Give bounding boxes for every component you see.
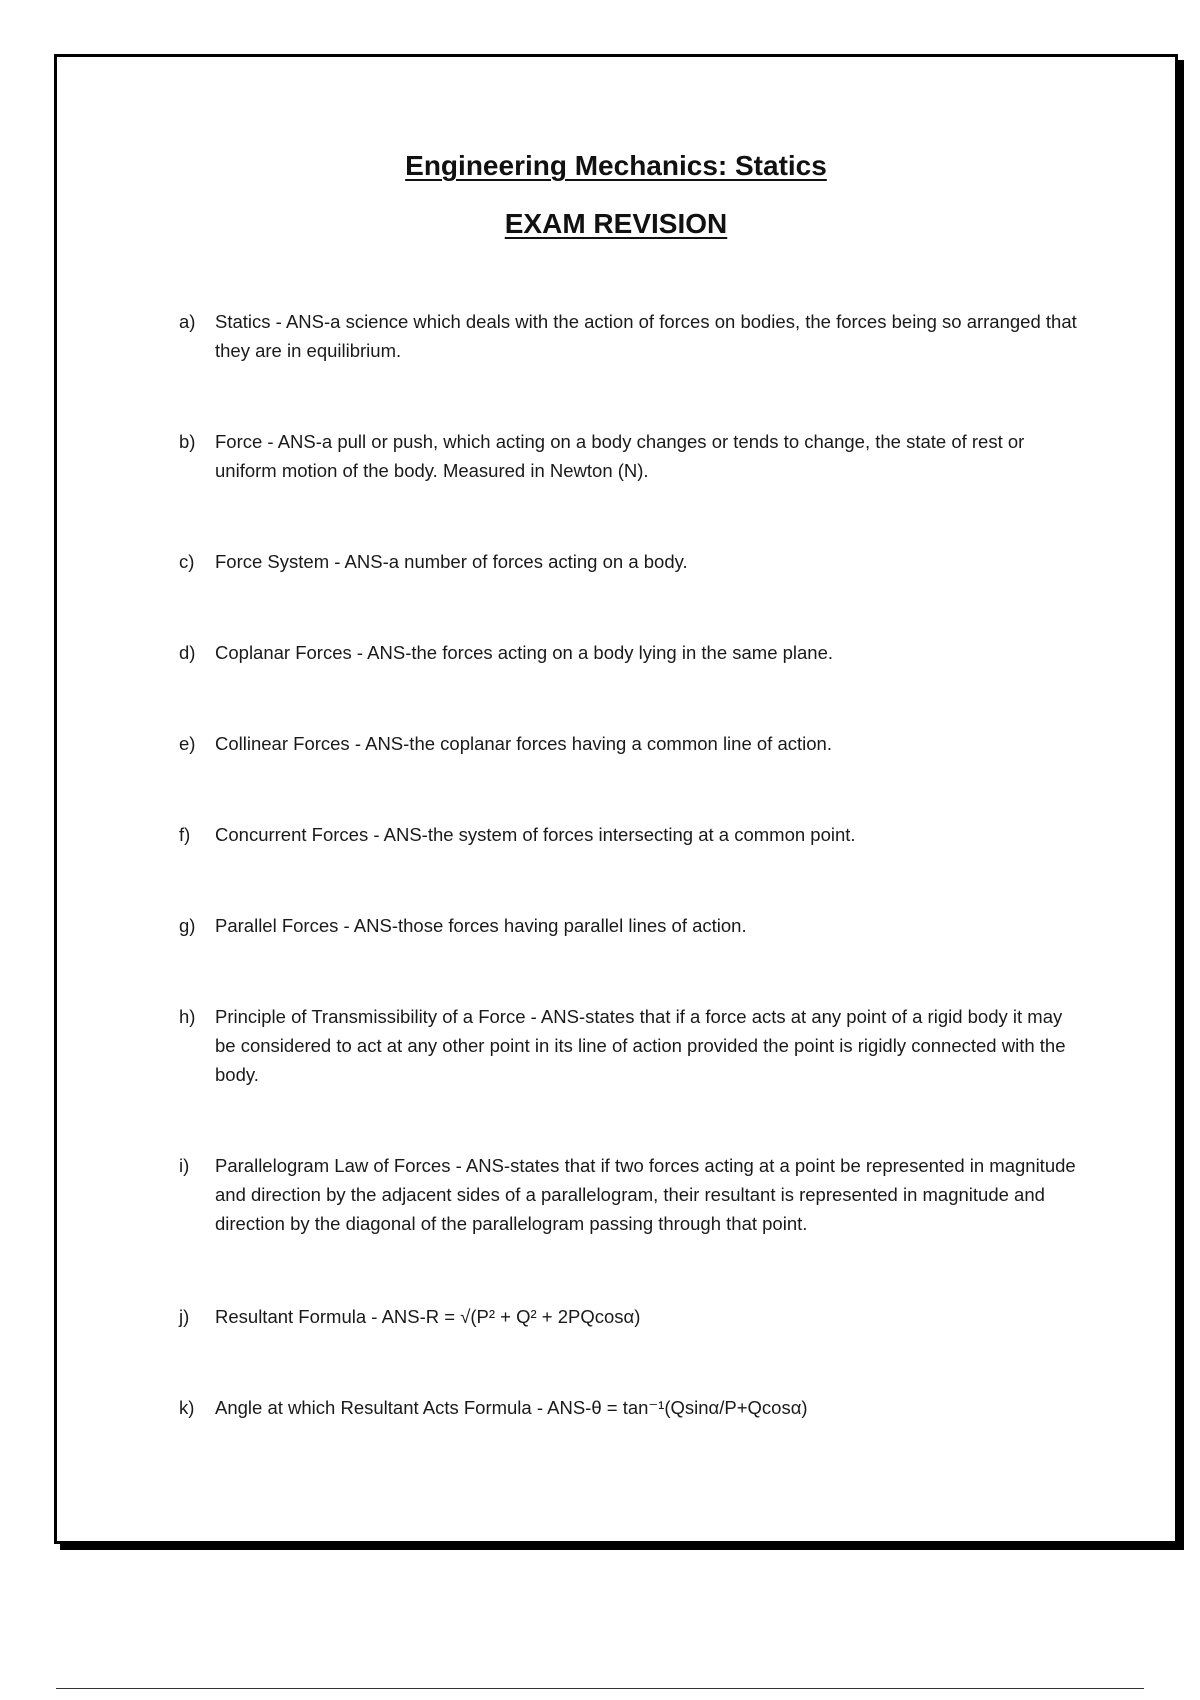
bottom-divider xyxy=(56,1688,1144,1689)
item-text: Coplanar Forces - ANS-the forces acting on a body lying in the same plane. xyxy=(215,642,834,663)
item-letter: e) xyxy=(179,733,196,754)
list-item xyxy=(179,729,1079,758)
item-text: Parallelogram Law of Forces - ANS-states that if two forces acting at a point be represented in magnitude and direction by the adjacent sides of a parallelogram, their resultant is represented in magnitude and direction by the diagonal of the parallelogram passing through that point. xyxy=(215,1155,1076,1234)
title-block xyxy=(57,150,1175,240)
item-text: Principle of Transmissibility of a Force - ANS-states that if a force acts at any point of a rigid body it may be considered to act at any other point in its line of action provided the point is rigidly connected with the body. xyxy=(215,1006,1066,1085)
item-letter: f) xyxy=(179,824,191,845)
item-letter: b) xyxy=(179,431,196,452)
item-letter: a) xyxy=(179,311,196,332)
list-item xyxy=(179,427,1079,485)
list-item xyxy=(179,1302,1079,1331)
list-item xyxy=(179,638,1079,667)
item-letter: h) xyxy=(179,1006,196,1027)
item-text: Parallel Forces - ANS-those forces having parallel lines of action. xyxy=(215,915,747,936)
list-item xyxy=(179,911,1079,940)
item-text: Statics - ANS-a science which deals with the action of forces on bodies, the forces being so arranged that they are in equilibrium. xyxy=(215,311,1077,361)
list-item xyxy=(179,820,1079,849)
item-letter: c) xyxy=(179,551,195,572)
list-item xyxy=(179,307,1079,365)
item-letter: i) xyxy=(179,1155,190,1176)
list-item xyxy=(179,1151,1079,1238)
item-text: Angle at which Resultant Acts Formula - ANS-θ = tan⁻¹(Qsinα/P+Qcosα) xyxy=(215,1397,808,1418)
list-item xyxy=(179,1002,1079,1089)
item-text: Force - ANS-a pull or push, which acting on a body changes or tends to change, the state of rest or uniform motion of the body. Measured in Newton (N). xyxy=(215,431,1025,481)
document-subtitle: EXAM REVISION xyxy=(504,208,728,239)
list-item xyxy=(179,547,1079,576)
item-letter: j) xyxy=(179,1306,190,1327)
item-letter: g) xyxy=(179,915,196,936)
item-text: Force System - ANS-a number of forces acting on a body. xyxy=(215,551,688,572)
item-text: Concurrent Forces - ANS-the system of forces intersecting at a common point. xyxy=(215,824,856,845)
page-frame xyxy=(54,54,1178,1544)
item-text: Resultant Formula - ANS-R = √(P² + Q² + 2PQcosα) xyxy=(215,1306,641,1327)
list-item xyxy=(179,1393,1079,1422)
document-title: Engineering Mechanics: Statics xyxy=(405,150,827,181)
item-text: Collinear Forces - ANS-the coplanar forces having a common line of action. xyxy=(215,733,832,754)
item-letter: d) xyxy=(179,642,196,663)
item-letter: k) xyxy=(179,1397,195,1418)
